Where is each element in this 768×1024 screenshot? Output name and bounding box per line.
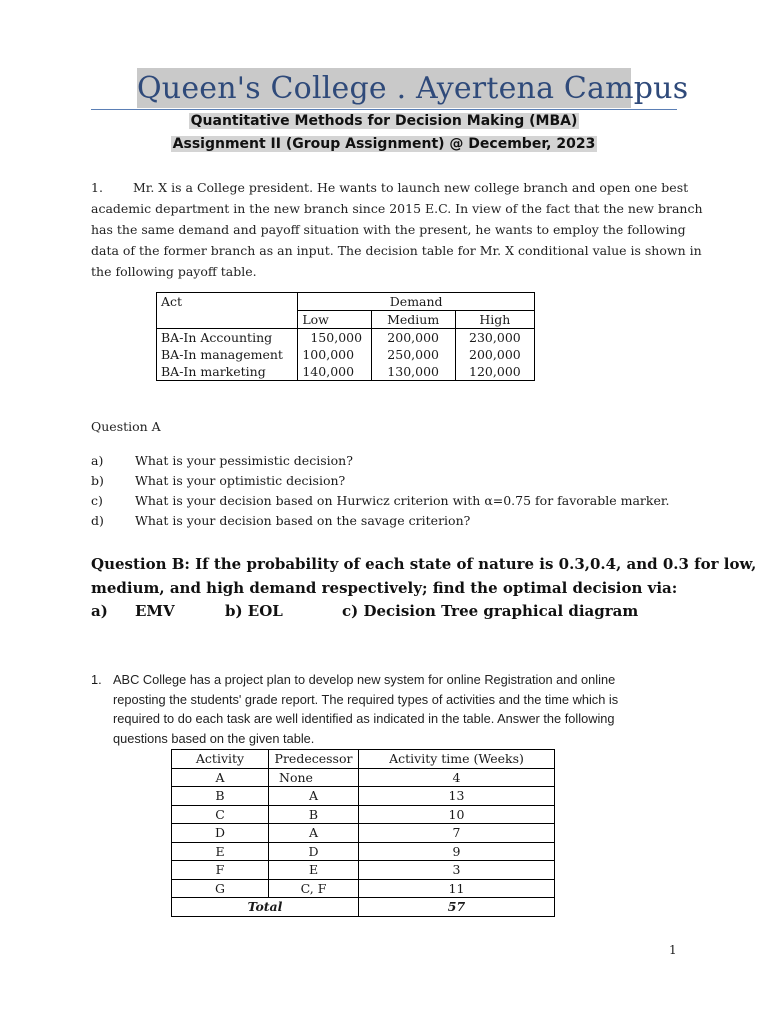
predecessor-cell: E: [269, 861, 359, 880]
item-text: What is your optimistic decision?: [135, 473, 346, 488]
predecessor-cell: D: [269, 842, 359, 861]
value-cell: 150,000: [298, 329, 371, 347]
paragraph-line: has the same demand and payoff situation with the present, he wants to employ the following: [91, 222, 686, 237]
time-cell: 13: [359, 787, 555, 806]
item-label: a): [91, 453, 104, 468]
item-text: What is your decision based on Hurwicz criterion with α=0.75 for favorable marker.: [135, 493, 670, 508]
question-2-number: 1.: [91, 672, 102, 687]
act-header: Act: [157, 293, 298, 329]
paragraph-line: the following payoff table.: [91, 264, 257, 279]
list-item: [91, 471, 691, 491]
activity-cell: A: [172, 768, 269, 787]
value-cell: 120,000: [455, 363, 534, 381]
item-label: b): [91, 473, 104, 488]
option-c-text: c) Decision Tree graphical diagram: [342, 602, 639, 620]
title-underline: [91, 109, 677, 110]
table-row: [172, 842, 555, 861]
table-row: [172, 861, 555, 880]
paragraph-line-text: Mr. X is a College president. He wants to launch new college branch and open one best: [132, 180, 689, 195]
course-subtitle-text: Quantitative Methods for Decision Making (MBA): [190, 113, 578, 129]
column-header: High: [455, 311, 534, 329]
paragraph-line: ABC College has a project plan to develop new system for online Registration and online: [113, 672, 616, 687]
value-cell: 200,000: [455, 346, 534, 363]
list-item: [91, 511, 691, 531]
time-cell: 3: [359, 861, 555, 880]
time-cell: 10: [359, 805, 555, 824]
activity-cell: C: [172, 805, 269, 824]
paragraph-line: academic department in the new branch since 2015 E.C. In view of the fact that the new branch: [91, 201, 703, 216]
activity-cell: E: [172, 842, 269, 861]
paragraph-line: questions based on the given table.: [113, 730, 315, 746]
assignment-subtitle: [0, 136, 768, 152]
list-item: [91, 451, 691, 471]
question-number: 1.: [91, 180, 103, 195]
table-row: [172, 768, 555, 787]
predecessor-cell: C, F: [269, 879, 359, 898]
item-text: What is your decision based on the savage criterion?: [135, 513, 471, 528]
act-cell: BA-In management: [157, 346, 298, 363]
total-label: Total: [172, 898, 359, 917]
predecessor-cell: A: [269, 824, 359, 843]
table-row: [157, 329, 535, 347]
paragraph-line: required to do each task are well identified as indicated in the table. Answer the following: [113, 711, 615, 726]
table-row: [172, 805, 555, 824]
predecessor-cell: None: [269, 768, 359, 787]
time-cell: 9: [359, 842, 555, 861]
act-cell: BA-In Accounting: [157, 329, 298, 347]
activity-cell: D: [172, 824, 269, 843]
page-title: Queen's College . Ayertena Campus: [137, 68, 631, 108]
column-header: Medium: [371, 311, 455, 329]
page-number: 1: [669, 943, 677, 957]
question-b-line: medium, and high demand respectively; find the optimal decision via:: [91, 579, 678, 597]
question-1-paragraph: [91, 177, 703, 282]
value-cell: 100,000: [298, 346, 371, 363]
predecessor-cell: B: [269, 805, 359, 824]
list-item: [91, 491, 691, 511]
assignment-subtitle-text: Assignment II (Group Assignment) @ December, 2023: [172, 136, 596, 152]
act-cell: BA-In marketing: [157, 363, 298, 381]
activity-table: [171, 749, 555, 917]
activity-cell: F: [172, 861, 269, 880]
option-b-text: b) EOL: [225, 602, 283, 620]
column-header: Predecessor: [269, 750, 359, 769]
item-label: d): [91, 513, 104, 528]
total-value: 57: [359, 898, 555, 917]
table-row: [172, 787, 555, 806]
question-2-paragraph: [113, 670, 677, 748]
course-subtitle: [0, 113, 768, 129]
value-cell: 130,000: [371, 363, 455, 381]
column-header: Activity time (Weeks): [359, 750, 555, 769]
option-a-text: EMV: [135, 602, 175, 620]
payoff-table: [156, 292, 535, 381]
value-cell: 200,000: [371, 329, 455, 347]
value-cell: 230,000: [455, 329, 534, 347]
paragraph-line: reposting the students' grade report. The required types of activities and the time which is: [113, 691, 619, 707]
time-cell: 4: [359, 768, 555, 787]
activity-cell: B: [172, 787, 269, 806]
question-b-line: Question B: If the probability of each state of nature is 0.3,0.4, and 0.3 for low,: [91, 555, 757, 573]
question-a-list: [91, 451, 691, 531]
item-label: c): [91, 493, 103, 508]
column-header: Activity: [172, 750, 269, 769]
table-row: [172, 879, 555, 898]
option-a-label: a): [91, 602, 108, 620]
table-row: [157, 346, 535, 363]
value-cell: 140,000: [298, 363, 371, 381]
column-header: Low: [298, 311, 371, 329]
predecessor-cell: A: [269, 787, 359, 806]
value-cell: 250,000: [371, 346, 455, 363]
activity-cell: G: [172, 879, 269, 898]
total-row: [172, 898, 555, 917]
table-header-row: [172, 750, 555, 769]
time-cell: 7: [359, 824, 555, 843]
paragraph-line: data of the former branch as an input. The decision table for Mr. X conditional value is shown in: [91, 243, 702, 258]
table-header-row: [157, 293, 535, 311]
demand-header: Demand: [298, 293, 535, 311]
table-row: [172, 824, 555, 843]
question-a-title: Question A: [91, 419, 161, 434]
table-row: [157, 363, 535, 381]
time-cell: 11: [359, 879, 555, 898]
paragraph-line: [91, 177, 689, 198]
item-text: What is your pessimistic decision?: [135, 453, 353, 468]
